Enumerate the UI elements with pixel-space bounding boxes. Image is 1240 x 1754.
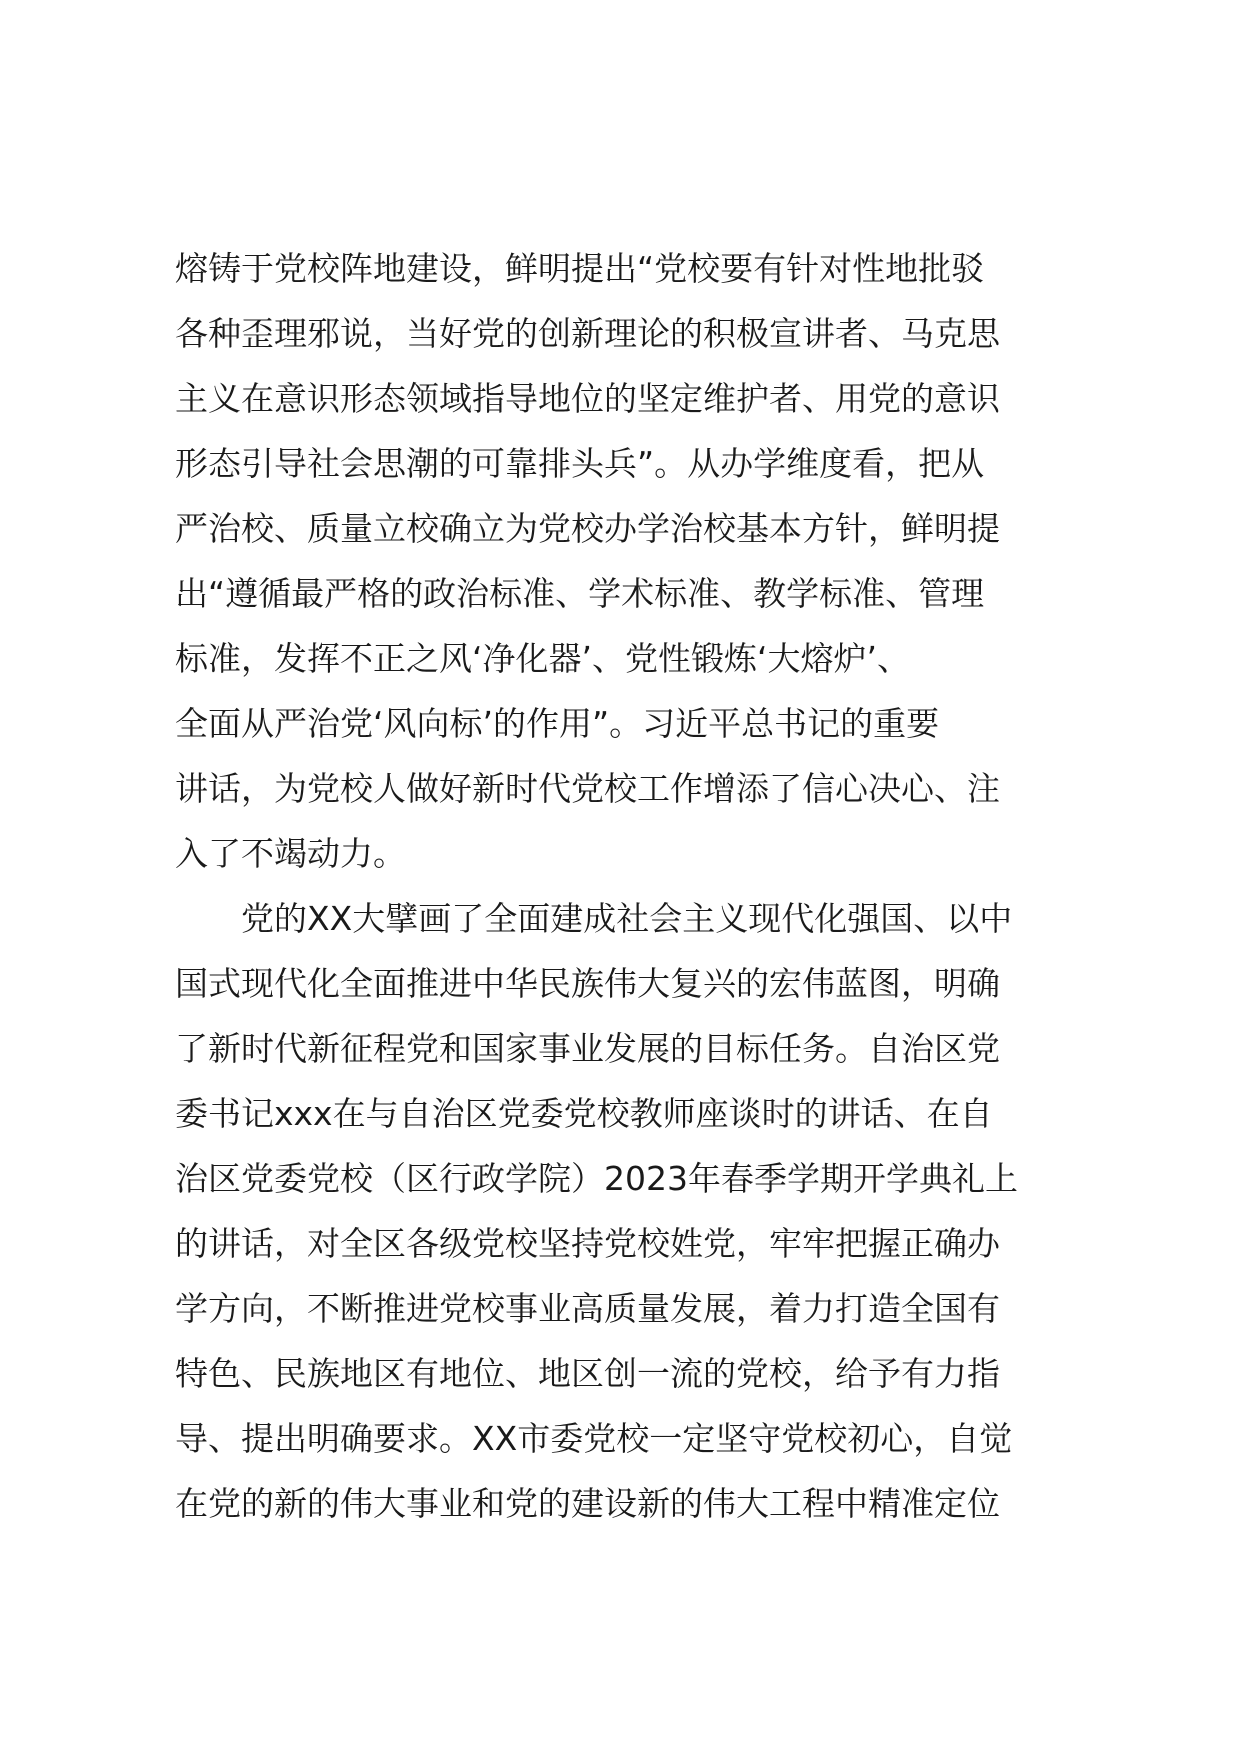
text-line: 标准，发挥不正之风‘净化器’、党性锻炼‘大熔炉’、 <box>175 639 910 678</box>
text-line: 党的XX大擘画了全面建成社会主义现代化强国、以中 <box>241 899 1013 938</box>
text-line: 入了不竭动力。 <box>175 834 406 873</box>
text-line: 导、提出明确要求。XX市委党校一定坚守党校初心，自觉 <box>175 1419 1013 1458</box>
text-line: 特色、民族地区有地位、地区创一流的党校，给予有力指 <box>175 1354 1000 1393</box>
text-line: 治区党委党校（区行政学院）2023年春季学期开学典礼上 <box>175 1159 1018 1198</box>
document-body <box>175 236 1095 1536</box>
paragraph-2 <box>175 886 1095 1536</box>
text-line: 的讲话，对全区各级党校坚持党校姓党，牢牢把握正确办 <box>175 1224 1000 1263</box>
text-line: 严治校、质量立校确立为党校办学治校基本方针，鲜明提 <box>175 509 1000 548</box>
text-line: 全面从严治党‘风向标’的作用”。习近平总书记的重要 <box>175 704 940 743</box>
text-line: 了新时代新征程党和国家事业发展的目标任务。自治区党 <box>175 1029 1000 1068</box>
text-line: 形态引导社会思潮的可靠排头兵”。从办学维度看，把从 <box>175 444 985 483</box>
text-line: 在党的新的伟大事业和党的建设新的伟大工程中精准定位 <box>175 1484 1000 1523</box>
text-line: 熔铸于党校阵地建设，鲜明提出“党校要有针对性地批驳 <box>175 249 985 288</box>
text-line: 国式现代化全面推进中华民族伟大复兴的宏伟蓝图，明确 <box>175 964 1000 1003</box>
paragraph-1 <box>175 236 1095 886</box>
text-line: 出“遵循最严格的政治标准、学术标准、教学标准、管理 <box>175 574 985 613</box>
text-line: 各种歪理邪说，当好党的创新理论的积极宣讲者、马克思 <box>175 314 1000 353</box>
text-line: 主义在意识形态领域指导地位的坚定维护者、用党的意识 <box>175 379 1000 418</box>
text-line: 学方向，不断推进党校事业高质量发展，着力打造全国有 <box>175 1289 1000 1328</box>
text-line: 委书记xxx在与自治区党委党校教师座谈时的讲话、在自 <box>175 1094 993 1133</box>
text-line: 讲话，为党校人做好新时代党校工作增添了信心决心、注 <box>175 769 1000 808</box>
